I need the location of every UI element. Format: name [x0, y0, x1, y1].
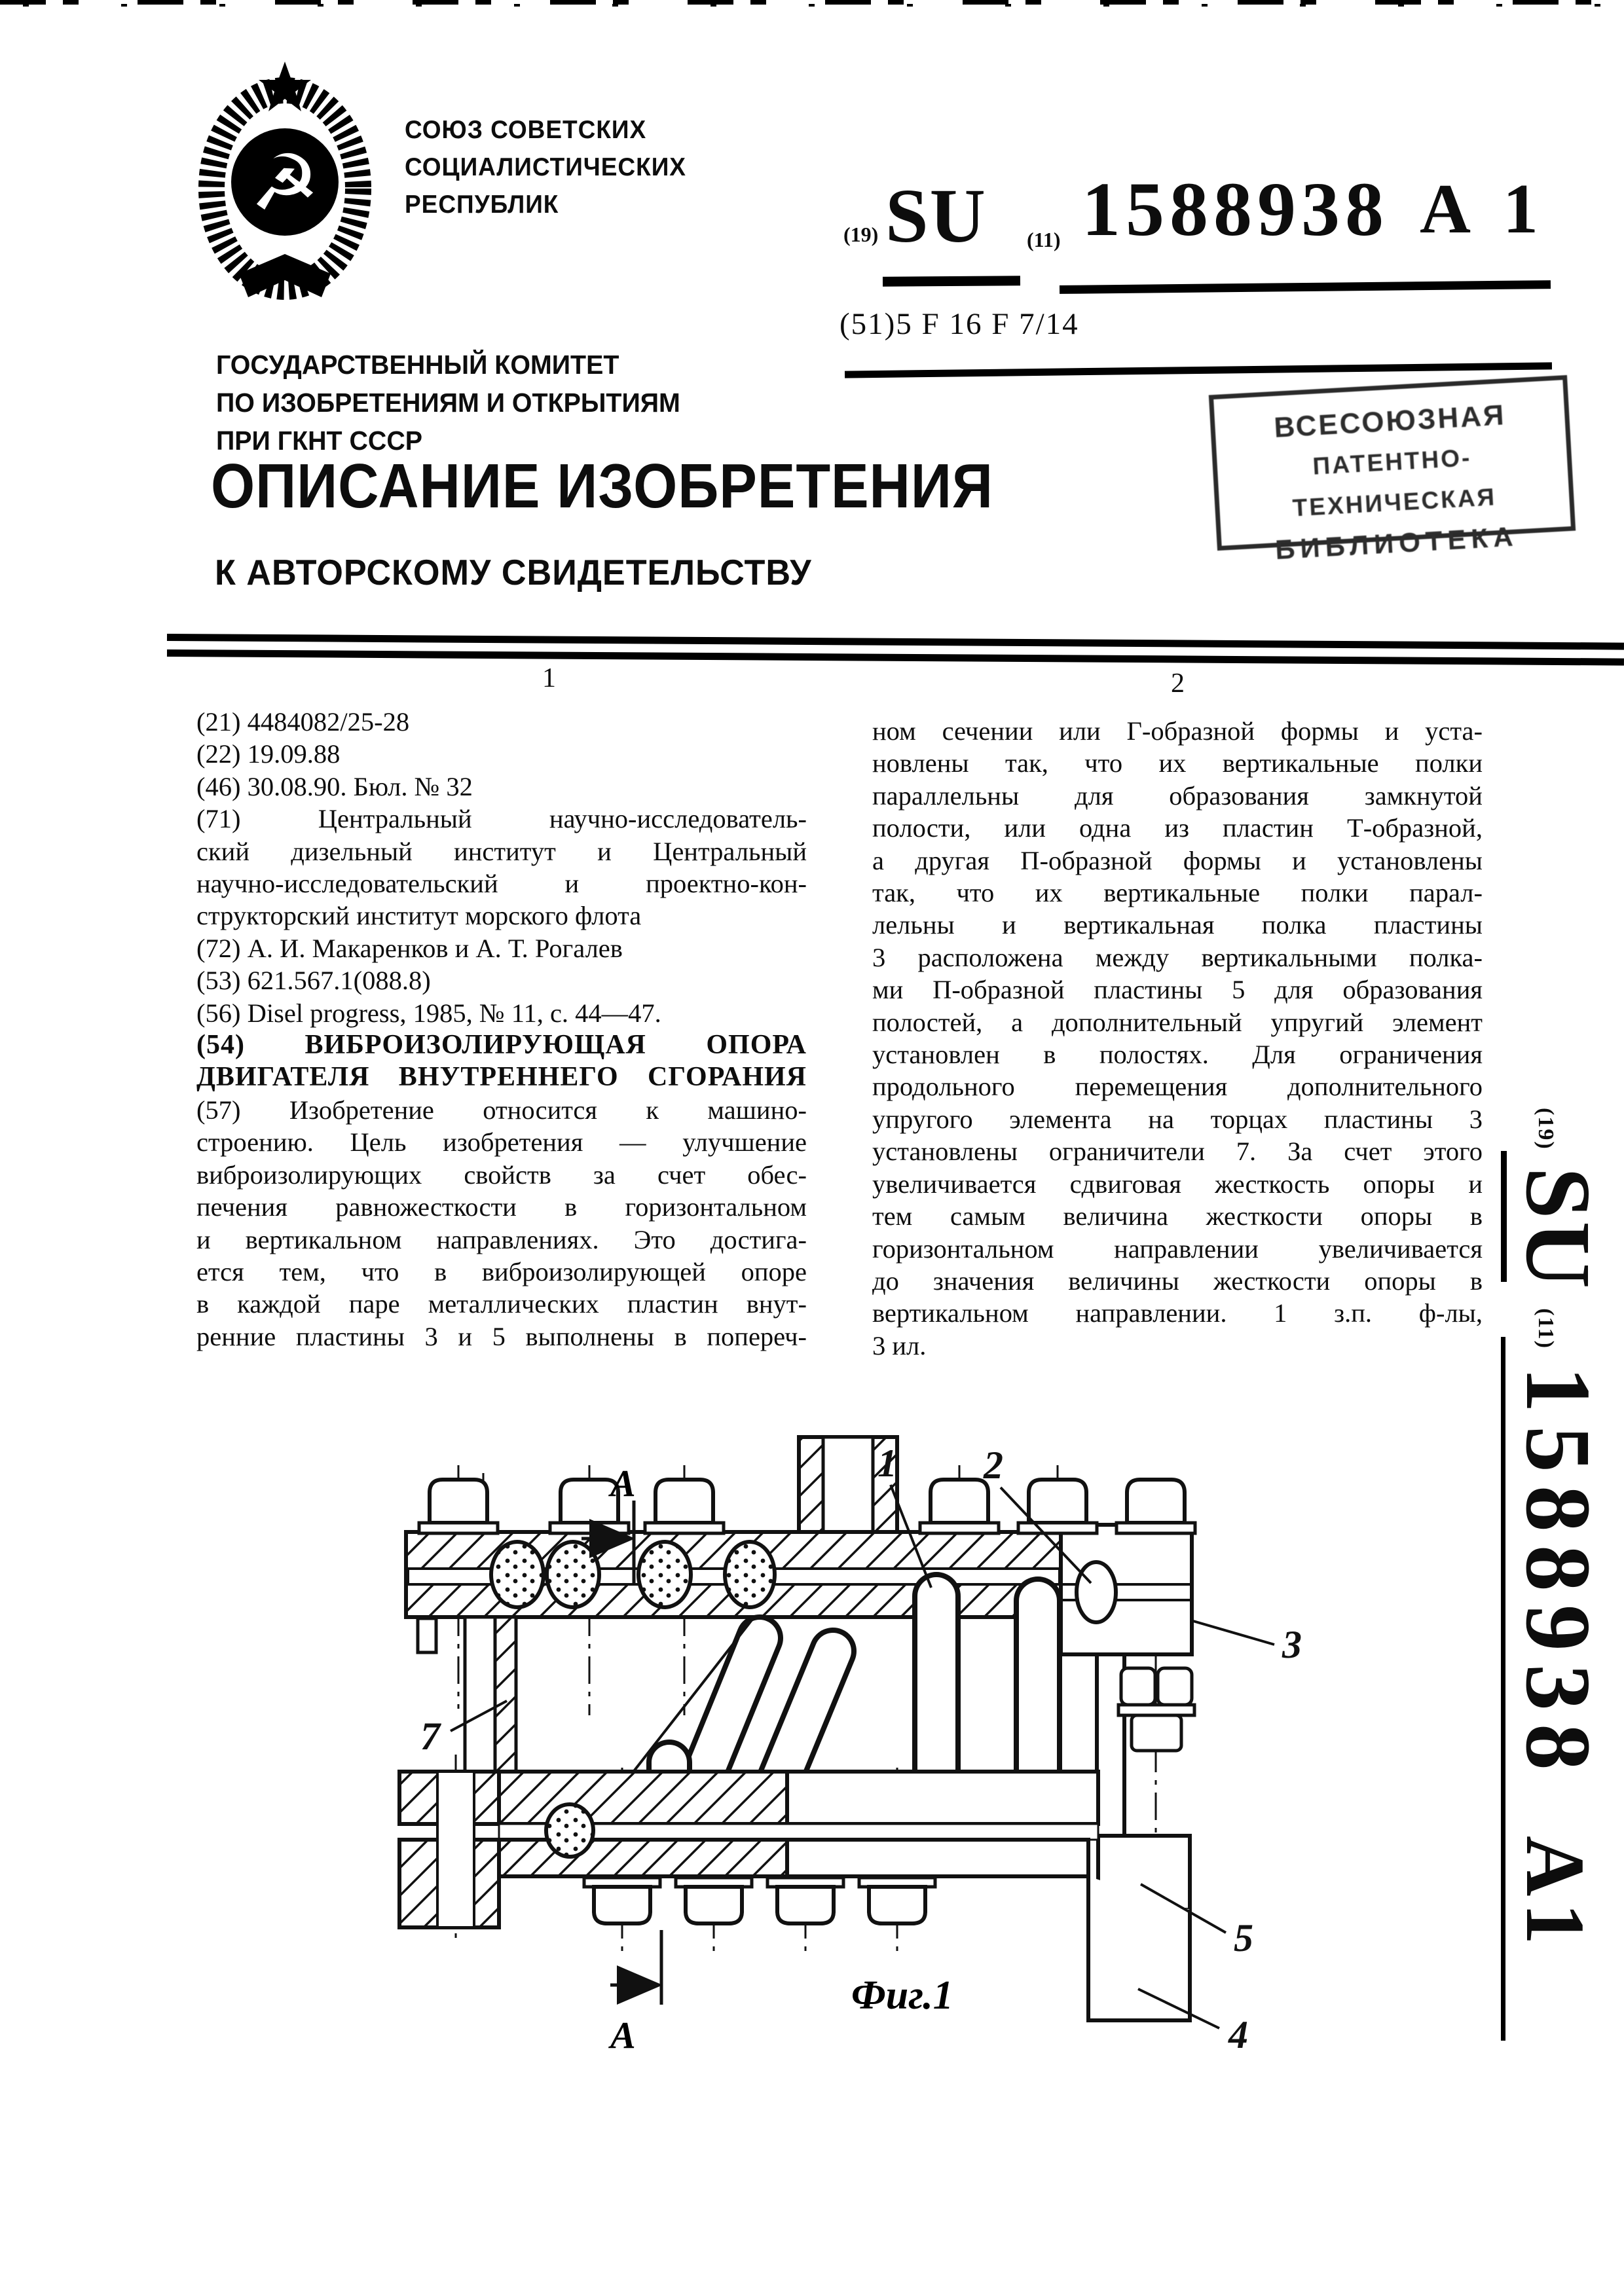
text-line: увеличивается сдвиговая жесткость опоры и	[872, 1169, 1483, 1199]
text-line: так, что их вертикальные полки парал-	[872, 878, 1483, 908]
header-rule-bottom	[167, 649, 1624, 666]
label-2: 2	[984, 1444, 1003, 1487]
code-19: (19)	[843, 223, 879, 246]
text-line: (57) Изобретение относится к машино-	[196, 1095, 807, 1125]
su-underline	[883, 276, 1020, 286]
left-text-column	[196, 706, 807, 1353]
ipc-underline	[845, 362, 1552, 378]
text-line: ми П-образной пластины 5 для образования	[872, 975, 1483, 1005]
side-kind: A1	[1509, 1835, 1602, 1952]
text-line: продольного перемещения дополнительного	[872, 1072, 1483, 1102]
side-publication-info	[1505, 1108, 1612, 1951]
kind-code: A 1	[1420, 170, 1548, 248]
side-code11: (11)	[1534, 1308, 1558, 1349]
bottom-plates	[499, 1772, 1098, 1876]
text-line: РЕСПУБЛИК	[405, 191, 559, 219]
text-line: тем самым величина жесткости опоры в	[872, 1201, 1483, 1231]
stamp-line: ВСЕСОЮЗНАЯ	[1273, 399, 1507, 444]
document-title: ОПИСАНИЕ ИЗОБРЕТЕНИЯ	[211, 451, 993, 521]
text-line: (21) 4484082/25-28	[196, 707, 410, 737]
text-line: печения равножесткости в горизонтальном	[196, 1192, 807, 1222]
label-3: 3	[1282, 1623, 1302, 1666]
text-line: СОЦИАЛИСТИЧЕСКИХ	[405, 153, 686, 181]
text-line: полости, или одна из пластин Т-образной,	[872, 813, 1483, 843]
text-line: ренние пластины 3 и 5 выполнены в попереч-	[196, 1321, 807, 1351]
text-line: (71) Центральный научно-исследователь-	[196, 804, 807, 834]
hammer-sickle-icon: ☭	[250, 141, 320, 227]
figure-caption: Фиг.1	[851, 1973, 953, 2018]
code-11: (11)	[1027, 228, 1061, 251]
text-line: (22) 19.09.88	[196, 739, 341, 769]
stamp-line: БИБЛИОТЕКА	[1274, 520, 1519, 566]
text-line: научно-исследовательский и проектно-кон-	[196, 869, 807, 899]
text-line: ский дизельный институт и Центральный	[196, 836, 807, 866]
section-marker-a-bottom	[608, 1930, 661, 2056]
stamp-line: ПАТЕНТНО-ТЕХНИЧЕСКАЯ	[1291, 444, 1498, 522]
union-name	[405, 111, 753, 223]
text-line: установлены ограничители 7. За счет этого	[872, 1137, 1483, 1167]
ussr-emblem	[193, 58, 377, 300]
text-line: структорский институт морского флота	[196, 901, 642, 931]
text-line: в каждой паре металлических пластин внут-	[196, 1289, 807, 1319]
text-line: ПО ИЗОБРЕТЕНИЯМ И ОТКРЫТИЯМ	[216, 388, 680, 418]
text-line: лельны и вертикальная полка пластины	[872, 910, 1483, 940]
label-1: 1	[877, 1442, 897, 1485]
publication-number: 1588938	[1082, 166, 1389, 252]
number-underline	[1060, 280, 1551, 294]
text-line: а другая П-образной формы и установлены	[872, 845, 1483, 875]
text-line: (54) ВИБРОИЗОЛИРУЮЩАЯ ОПОРА	[196, 1030, 807, 1061]
svg-text:A: A	[610, 1462, 636, 1504]
svg-text:A: A	[610, 2014, 636, 2056]
bottom-left-block	[399, 1772, 499, 1927]
column-number-left: 1	[542, 663, 556, 693]
text-line: полостей, а дополнительный упругий элемент	[872, 1007, 1483, 1037]
side-code19: (19)	[1534, 1108, 1558, 1150]
text-line: (46) 30.08.90. Бюл. № 32	[196, 771, 473, 801]
text-line: строению. Цель изобретения — улучшение	[196, 1127, 807, 1157]
text-line: ДВИГАТЕЛЯ ВНУТРЕННЕГО СГОРАНИЯ	[196, 1062, 807, 1093]
library-stamp	[1209, 375, 1576, 566]
label-4: 4	[1228, 2013, 1248, 2056]
ipc-classification: (51)5 F 16 F 7/14	[840, 307, 1079, 341]
text-line: ПРИ ГКНТ СССР	[216, 426, 423, 456]
text-line: 3 расположена между вертикальными полка-	[872, 942, 1483, 972]
label-5: 5	[1234, 1916, 1253, 1959]
text-line: до значения величины жесткости опоры в	[872, 1266, 1483, 1296]
right-small-bolts	[1118, 1668, 1194, 1751]
su-code: SU	[885, 173, 987, 259]
text-line: и вертикальном направлениях. Это достига-	[196, 1224, 807, 1254]
text-line: (56) Disel progress, 1985, № 11, с. 44—47.	[196, 998, 661, 1028]
text-line: СОЮЗ СОВЕТСКИХ	[405, 116, 647, 144]
text-line: ется тем, что в виброизолирующей опоре	[196, 1256, 807, 1286]
header-rule-top	[167, 634, 1624, 650]
text-line: горизонтальном направлении увеличивается	[872, 1233, 1483, 1264]
limiter-wall-part7	[495, 1617, 516, 1773]
scan-edge-artifact	[0, 0, 1624, 8]
committee-name	[216, 346, 782, 460]
text-line: установлен в полостях. Для ограничения	[872, 1040, 1483, 1070]
text-line: упругого элемента на торцах пластины 3	[872, 1104, 1483, 1134]
text-line: виброизолирующих свойств за счет обес-	[196, 1159, 807, 1190]
document-subtitle: К АВТОРСКОМУ СВИДЕТЕЛЬСТВУ	[215, 552, 812, 592]
text-line: ГОСУДАРСТВЕННЫЙ КОМИТЕТ	[216, 350, 619, 380]
text-line: (53) 621.567.1(088.8)	[196, 966, 431, 996]
text-line: параллельны для образования замкнутой	[872, 780, 1483, 811]
right-text-column	[872, 715, 1483, 1362]
label-7: 7	[420, 1715, 440, 1758]
figure-1-drawing	[367, 1427, 1506, 2088]
text-line: новлены так, что их вертикальные полки	[872, 748, 1483, 778]
side-number: 1588938	[1507, 1366, 1610, 1783]
text-line: 3 ил.	[872, 1330, 927, 1360]
column-number-right: 2	[1171, 668, 1185, 699]
bottom-bolts	[584, 1878, 935, 1923]
text-line: ном сечении или Г-образной формы и уста-	[872, 716, 1483, 746]
side-su: SU	[1507, 1167, 1610, 1292]
text-line: (72) А. И. Макаренков и А. Т. Рогалев	[196, 933, 623, 963]
text-line: вертикальном направлении. 1 з.п. ф-лы,	[872, 1298, 1483, 1328]
